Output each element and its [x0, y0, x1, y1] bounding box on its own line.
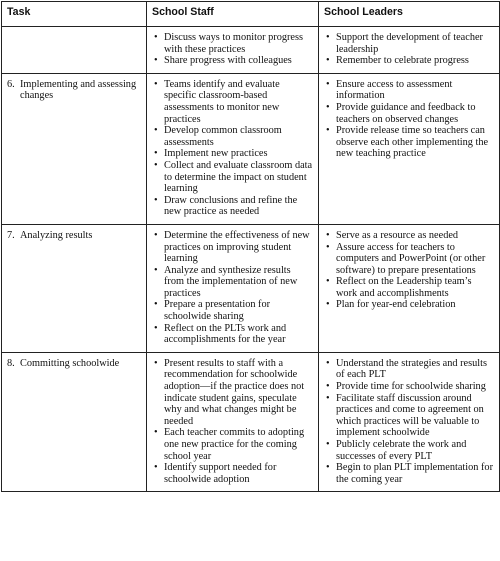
- list-item: • Provide guidance and feedback to teachers on observed changes: [324, 102, 494, 125]
- list-item: • Provide time for schoolwide sharing: [324, 381, 494, 393]
- school-leaders-cell: [319, 27, 500, 74]
- list-item: • Discuss ways to monitor progress with these practices: [152, 32, 313, 55]
- bullet-list: [152, 32, 313, 67]
- school-staff-cell: [147, 27, 319, 74]
- task-number: 8.: [7, 357, 15, 369]
- bullet-list: [152, 79, 313, 218]
- table-body: [2, 27, 500, 492]
- task-title: Committing schoolwide: [20, 357, 120, 369]
- school-leaders-cell: [319, 73, 500, 224]
- list-item: • Reflect on the Leadership team’s work and accomplishments: [324, 276, 494, 299]
- task-number: 7.: [7, 229, 15, 241]
- list-item: • Analyze and synthesize results from the implementation of new practices: [152, 265, 313, 300]
- list-item: • Determine the effectiveness of new practices on improving student learning: [152, 230, 313, 265]
- list-item: • Ensure access to assessment information: [324, 79, 494, 102]
- list-item: • Present results to staff with a recommendation for schoolwide adoption—if the practice does not indicate student gains, speculate why and what changes might be needed: [152, 358, 313, 428]
- bullet-list: [324, 358, 494, 486]
- bullet-list: [324, 230, 494, 311]
- list-item: • Reflect on the PLTs work and accomplishments for the year: [152, 323, 313, 346]
- list-item: • Begin to plan PLT implementation for the coming year: [324, 462, 494, 485]
- list-item: • Share progress with colleagues: [152, 55, 313, 67]
- list-item: • Support the development of teacher leadership: [324, 32, 494, 55]
- bullet-list: [152, 358, 313, 486]
- table-row: [2, 224, 500, 352]
- table-row: [2, 352, 500, 492]
- list-item: • Serve as a resource as needed: [324, 230, 494, 242]
- task-label: [7, 79, 141, 102]
- list-item: • Publicly celebrate the work and successes of every PLT: [324, 439, 494, 462]
- list-item: • Understand the strategies and results of each PLT: [324, 358, 494, 381]
- school-leaders-cell: [319, 352, 500, 492]
- task-cell: [2, 27, 147, 74]
- list-item: • Prepare a presentation for schoolwide sharing: [152, 299, 313, 322]
- list-item: • Collect and evaluate classroom data to determine the impact on student learning: [152, 160, 313, 195]
- list-item: • Identify support needed for schoolwide adoption: [152, 462, 313, 485]
- list-item: • Assure access for teachers to computers and PowerPoint (or other software) to prepare presentations: [324, 242, 494, 277]
- bullet-list: [324, 79, 494, 160]
- header-school-leaders: School Leaders: [319, 2, 500, 27]
- task-cell: [2, 73, 147, 224]
- task-title: Implementing and assessing changes: [20, 78, 137, 102]
- list-item: • Develop common classroom assessments: [152, 125, 313, 148]
- school-staff-cell: [147, 224, 319, 352]
- task-label: [7, 358, 141, 370]
- document-page: [0, 1, 500, 561]
- header-row: [2, 2, 500, 27]
- header-task: Task: [2, 2, 147, 27]
- list-item: • Remember to celebrate progress: [324, 55, 494, 67]
- list-item: • Draw conclusions and refine the new practice as needed: [152, 195, 313, 218]
- list-item: • Teams identify and evaluate specific classroom-based assessments to monitor new practices: [152, 79, 313, 125]
- list-item: • Plan for year-end celebration: [324, 299, 494, 311]
- task-table: [1, 1, 500, 492]
- task-number: 6.: [7, 78, 15, 90]
- school-staff-cell: [147, 73, 319, 224]
- task-cell: [2, 352, 147, 492]
- table-row: [2, 73, 500, 224]
- header-school-staff: School Staff: [147, 2, 319, 27]
- bullet-list: [324, 32, 494, 67]
- list-item: • Each teacher commits to adopting one new practice for the coming school year: [152, 427, 313, 462]
- task-title: Analyzing results: [20, 229, 93, 241]
- school-leaders-cell: [319, 224, 500, 352]
- table-row: [2, 27, 500, 74]
- list-item: • Implement new practices: [152, 148, 313, 160]
- list-item: • Provide release time so teachers can observe each other implementing the new teaching practice: [324, 125, 494, 160]
- task-label: [7, 230, 141, 242]
- task-cell: [2, 224, 147, 352]
- list-item: • Facilitate staff discussion around practices and come to agreement on which practices will be valuable to implement schoolwide: [324, 393, 494, 439]
- school-staff-cell: [147, 352, 319, 492]
- bullet-list: [152, 230, 313, 346]
